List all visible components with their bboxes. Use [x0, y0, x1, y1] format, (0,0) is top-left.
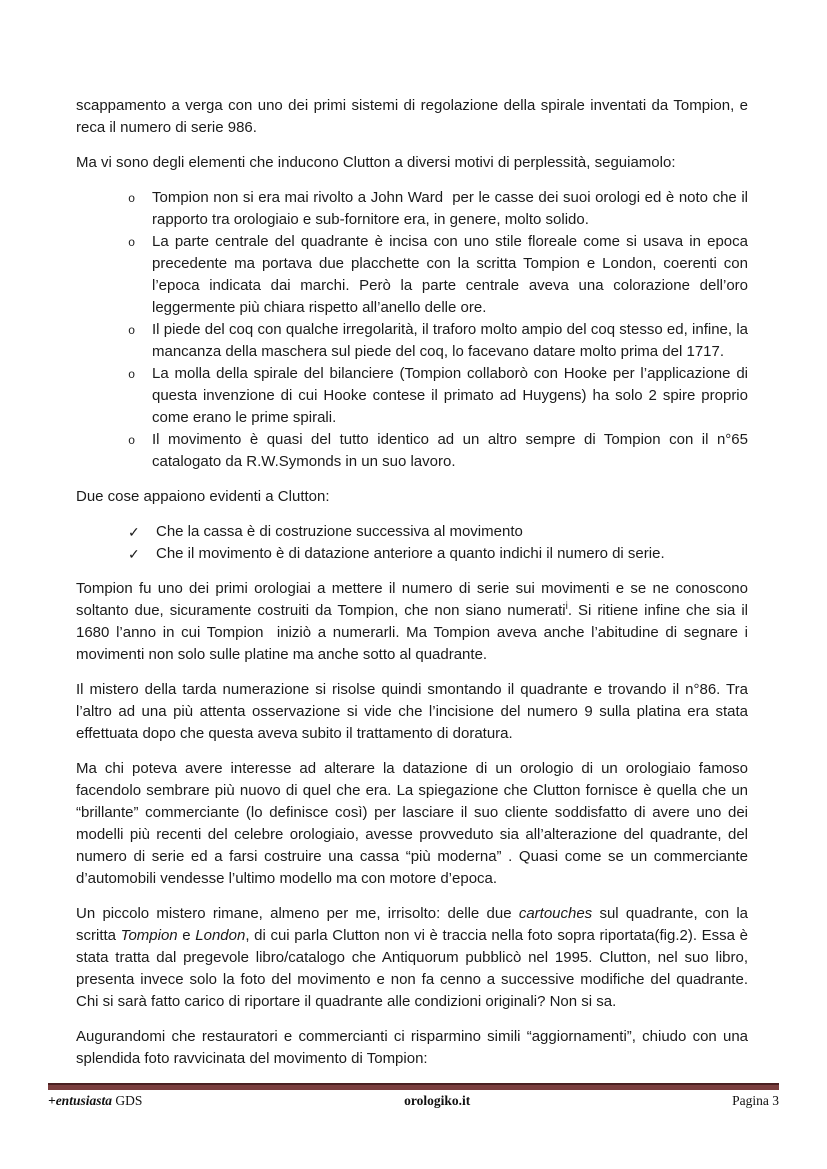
checkmark-icon: ✓	[128, 524, 140, 540]
bullet-circle-icon: o	[128, 324, 136, 338]
footer	[48, 1092, 779, 1109]
paragraph-clutton-intro: Ma vi sono degli elementi che inducono Clutton a diversi motivi di perplessità, seguiamolo:	[76, 154, 676, 171]
document-body	[76, 95, 748, 1083]
bullet-circle-icon: o	[128, 236, 136, 250]
paragraph-cartouches: Un piccolo mistero rimane, almeno per me, irrisolto: delle due cartouches sul quadrante, con la scritta Tompion e London, di cui parla Clutton non vi è traccia nella foto sopra riportata(fig.2). Essa è stata tratta dal pregevole libro/catalogo che Antiquorum pubblicò nel 1995. Clutton, nel suo libro, presenta invece solo la foto del movimento e non fa cenno a successive modifiche del quadrante. Chi si sarà fatto carico di riportare il quadrante alle condizioni originali? Non si sa.	[76, 905, 749, 1010]
bullet-item	[128, 363, 748, 429]
bullet-item	[128, 319, 748, 363]
bullet-text: La parte centrale del quadrante è incisa con uno stile floreale come si usava in epoca precedente ma portava due placchette con la scritta Tompion e London, coerenti con l’epoca indicata dai marchi. Però la parte centrale aveva una colorazione dell’oro leggermente più chiara rispetto all’anello delle ore.	[152, 233, 748, 316]
paragraph-closing: Augurandomi che restauratori e commercianti ci risparmino simili “aggiornamenti”, chiudo con una splendida foto ravvicinata del movimento di Tompion:	[76, 1028, 748, 1067]
footer-author: +entusiasta GDS	[48, 1093, 143, 1108]
check-item	[128, 521, 748, 543]
bullet-item	[128, 187, 748, 231]
bullet-item	[128, 231, 748, 319]
paragraph-escapement: scappamento a verga con uno dei primi sistemi di regolazione della spirale inventati da Tompion, e reca il numero di serie 986.	[76, 97, 748, 136]
footer-site-name: orologiko.it	[404, 1093, 471, 1108]
checkmark-icon: ✓	[128, 546, 140, 562]
check-list	[76, 521, 748, 565]
check-item	[128, 543, 748, 565]
paragraph-due-cose: Due cose appaiono evidenti a Clutton:	[76, 488, 330, 505]
bullet-text: Il movimento è quasi del tutto identico ad un altro sempre di Tompion con il n°65 catalogato da R.W.Symonds in un suo lavoro.	[152, 431, 748, 470]
bullet-text: Il piede del coq con qualche irregolarità, il traforo molto ampio del coq stesso ed, infine, la mancanza della maschera sul piede del coq, lo facevano datare molto prima del 1717.	[152, 321, 748, 360]
bullet-circle-icon: o	[128, 368, 136, 382]
check-text: Che il movimento è di datazione anteriore a quanto indichi il numero di serie.	[156, 545, 665, 562]
bullet-list	[76, 187, 748, 473]
bullet-text: Tompion non si era mai rivolto a John Ward per le casse dei suoi orologi ed è noto che il rapporto tra orologiaio e sub-fornitore era, in genere, molto solido.	[152, 189, 748, 228]
bullet-item	[128, 429, 748, 473]
footer-rule	[48, 1083, 779, 1090]
bullet-text: La molla della spirale del bilanciere (Tompion collaborò con Hooke per l’applicazione di questa invenzione di cui Hooke contese il primato ad Huygens) ha solo 2 spire proprio come erano le prime spirali.	[152, 365, 748, 426]
bullet-circle-icon: o	[128, 434, 136, 448]
footer-page-number: Pagina 3	[732, 1093, 779, 1108]
bullet-circle-icon: o	[128, 192, 136, 206]
check-text: Che la cassa è di costruzione successiva al movimento	[156, 523, 523, 540]
paragraph-serial-numbers: Tompion fu uno dei primi orologiai a mettere il numero di serie sui movimenti e se ne conoscono soltanto due, sicuramente costruiti da Tompion, che non siano numerati$^i$. Si ritiene infine che sia il 1680 l’anno in cui Tompion iniziò a numerarli. Ma Tompion aveva anche l’abitudine di segnare i movimenti non solo sulle platine ma anche sotto al quadrante.	[76, 580, 748, 663]
paragraph-dealer-explanation: Ma chi poteva avere interesse ad alterare la datazione di un orologio di un orologiaio famoso facendolo sembrare più nuovo di quel che era. La spiegazione che Clutton fornisce è quella che un “brillante” commerciante (lo definisce così) per lasciare il suo cliente soddisfatto di avere uno dei modelli più recenti del celebre orologiaio, avesse provveduto sia all’alterazione del quadrante, del numero di serie ed a farsi costruire una cassa “più moderna” . Quasi come se un commerciante d’automobili vendesse l’ultimo modello ma con motore d’epoca.	[76, 760, 748, 887]
paragraph-mystery-solved: Il mistero della tarda numerazione si risolse quindi smontando il quadrante e trovando il n°86. Tra l’altro ad una più attenta osservazione si vide che l’incisione del numero 9 sulla platina era stata effettuata dopo che questa aveva subito il trattamento di doratura.	[76, 681, 748, 742]
